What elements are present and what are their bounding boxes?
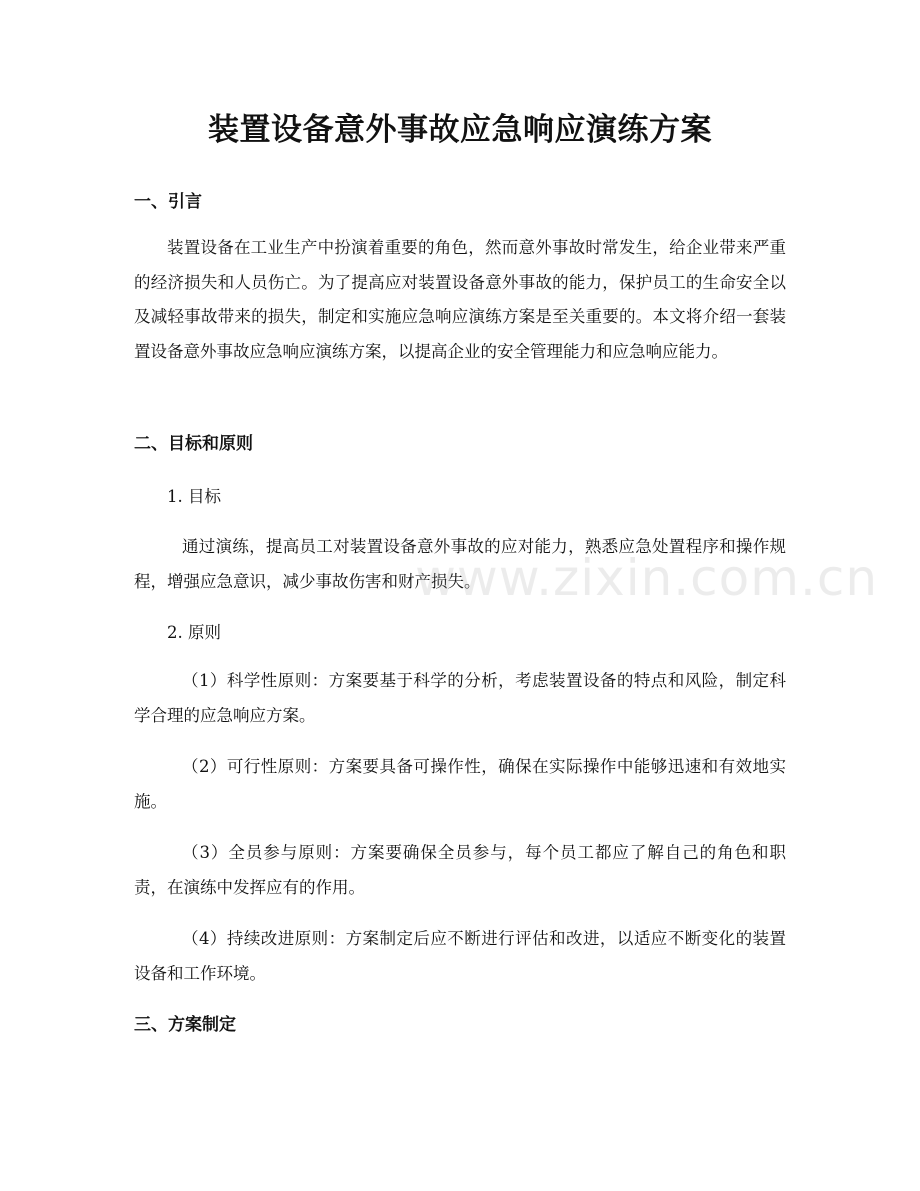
watermark-text: www.zixin.com.cn	[415, 549, 879, 607]
section-heading-goals: 二、目标和原则	[134, 434, 253, 454]
section-heading-intro: 一、引言	[134, 192, 202, 212]
goal-paragraph: 通过演练，提高员工对装置设备意外事故的应对能力，熟悉应急处置程序和操作规程，增强应急意识，减少事故伤害和财产损失。	[134, 537, 786, 591]
document-title: 装置设备意外事故应急响应演练方案	[208, 112, 712, 148]
principle-item: （3）全员参与原则：方案要确保全员参与，每个员工都应了解自己的角色和职责，在演练中发挥应有的作用。	[134, 843, 786, 897]
principle-label: 2. 原则	[167, 623, 221, 642]
principle-item: （4）持续改进原则：方案制定后应不断进行评估和改进，以适应不断变化的装置设备和工作环境。	[134, 929, 786, 983]
principle-item: （2）可行性原则：方案要具备可操作性，确保在实际操作中能够迅速和有效地实施。	[134, 757, 786, 811]
principle-item: （1）科学性原则：方案要基于科学的分析，考虑装置设备的特点和风险，制定科学合理的应急响应方案。	[134, 671, 786, 725]
goal-label: 1. 目标	[167, 487, 221, 506]
section-heading-plan: 三、方案制定	[134, 1015, 236, 1035]
intro-paragraph: 装置设备在工业生产中扮演着重要的角色，然而意外事故时常发生，给企业带来严重的经济损失和人员伤亡。为了提高应对装置设备意外事故的能力，保护员工的生命安全以及减轻事故带来的损失，制定和实施应急响应演练方案是至关重要的。本文将介绍一套装置设备意外事故应急响应演练方案，以提高企业的安全管理能力和应急响应能力。	[134, 238, 786, 361]
